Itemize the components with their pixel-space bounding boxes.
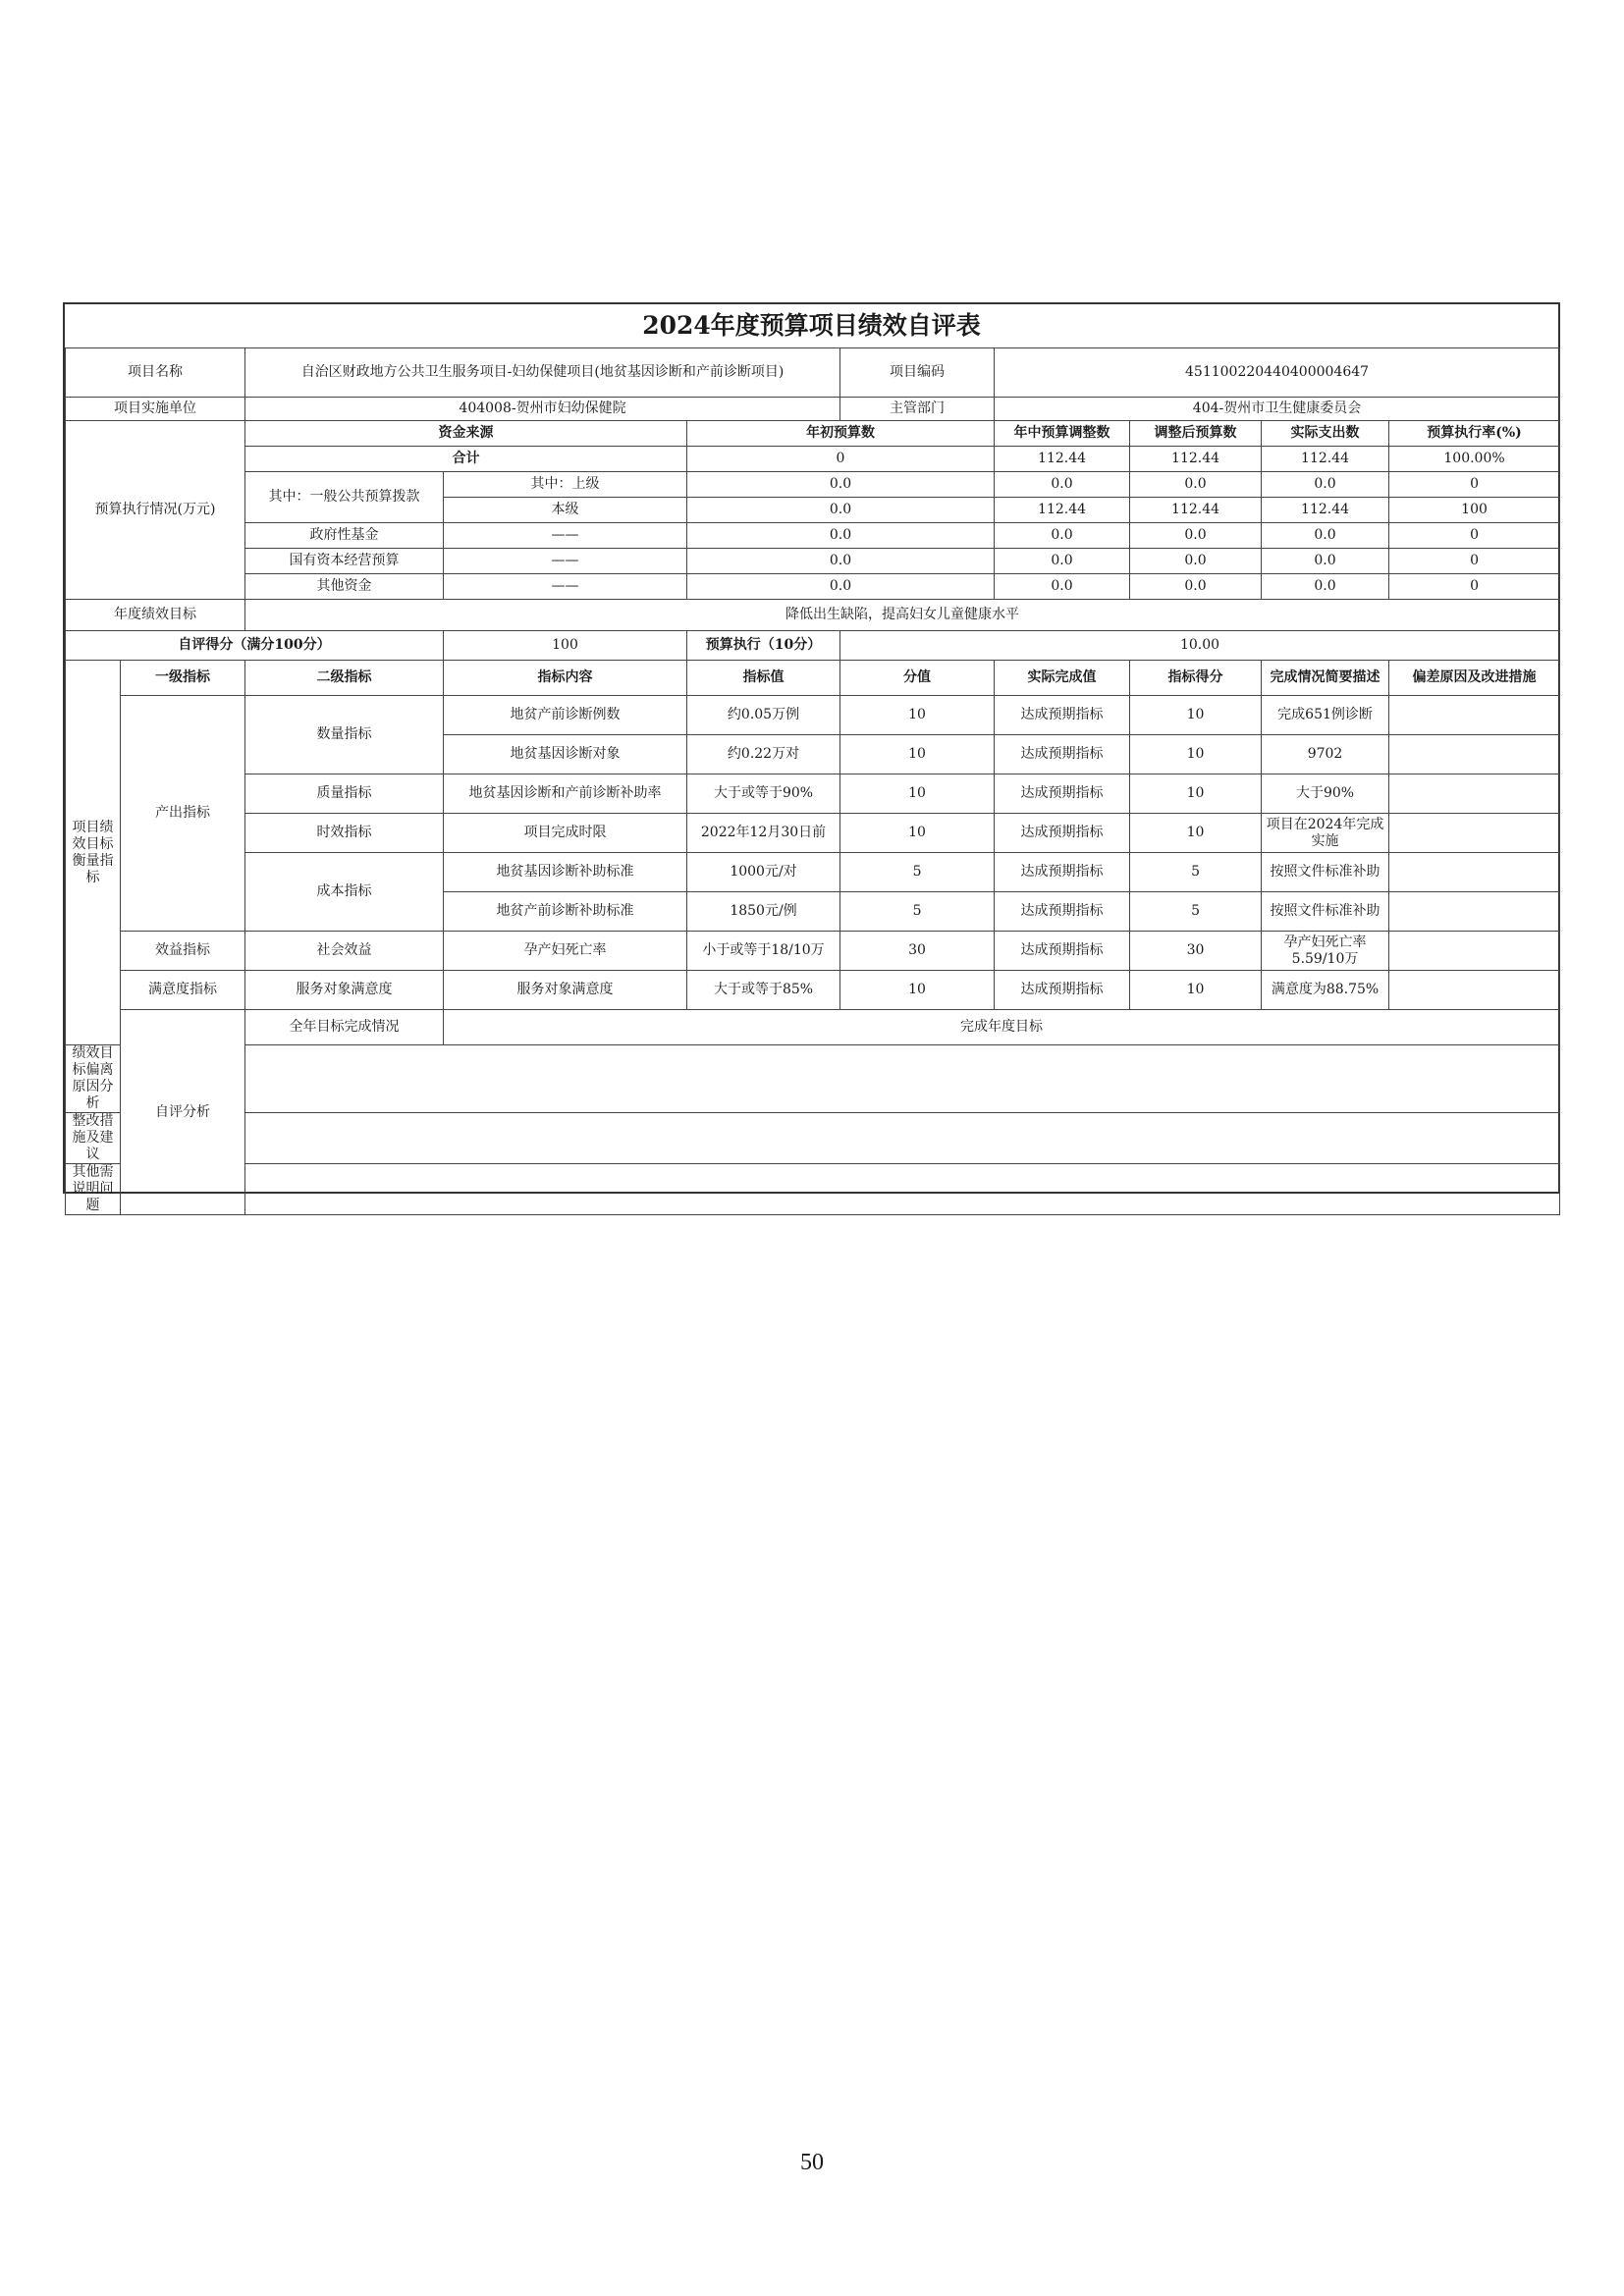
content-header: 指标内容 bbox=[444, 661, 687, 696]
indicator-score: 5 bbox=[1130, 853, 1262, 892]
indicator-target: 大于或等于85% bbox=[687, 971, 840, 1010]
budget-state-capital-row bbox=[66, 549, 1560, 574]
self-eval-row bbox=[66, 1045, 1560, 1113]
indicator-weight: 5 bbox=[840, 892, 995, 932]
output-label: 产出指标 bbox=[121, 696, 245, 932]
table-row bbox=[66, 853, 1560, 892]
budget-state-capital-rate: 0 bbox=[1389, 549, 1560, 574]
indicator-content: 孕产妇死亡率 bbox=[444, 932, 687, 971]
budget-total-actual: 112.44 bbox=[1262, 447, 1389, 472]
budget-gov-fund-dash: —— bbox=[444, 523, 687, 549]
budget-state-capital-adjusted: 0.0 bbox=[1130, 549, 1262, 574]
quality-label: 质量指标 bbox=[245, 774, 444, 814]
benefit-label: 效益指标 bbox=[121, 932, 245, 971]
level2-header: 二级指标 bbox=[245, 661, 444, 696]
indicator-content: 服务对象满意度 bbox=[444, 971, 687, 1010]
target-header: 指标值 bbox=[687, 661, 840, 696]
indicator-reason bbox=[1389, 814, 1560, 853]
table-row bbox=[66, 932, 1560, 971]
indicator-reason bbox=[1389, 774, 1560, 814]
score-header: 指标得分 bbox=[1130, 661, 1262, 696]
budget-gov-fund-initial: 0.0 bbox=[687, 523, 995, 549]
indicator-actual: 达成预期指标 bbox=[995, 932, 1130, 971]
indicator-weight: 10 bbox=[840, 696, 995, 735]
indicator-content: 项目完成时限 bbox=[444, 814, 687, 853]
budget-gov-fund-actual: 0.0 bbox=[1262, 523, 1389, 549]
budget-state-capital-actual: 0.0 bbox=[1262, 549, 1389, 574]
indicator-actual: 达成预期指标 bbox=[995, 696, 1130, 735]
budget-upper-adjusted: 0.0 bbox=[1130, 472, 1262, 498]
indicator-content: 地贫基因诊断补助标准 bbox=[444, 853, 687, 892]
indicator-score: 10 bbox=[1130, 774, 1262, 814]
table-row bbox=[66, 971, 1560, 1010]
self-eval-value bbox=[245, 1113, 1560, 1164]
indicator-weight: 30 bbox=[840, 932, 995, 971]
indicator-score: 10 bbox=[1130, 814, 1262, 853]
budget-total-rate: 100.00% bbox=[1389, 447, 1560, 472]
indicator-reason bbox=[1389, 853, 1560, 892]
indicator-content: 地贫基因诊断和产前诊断补助率 bbox=[444, 774, 687, 814]
quantity-label: 数量指标 bbox=[245, 696, 444, 774]
indicator-desc: 按照文件标准补助 bbox=[1262, 853, 1389, 892]
indicator-reason bbox=[1389, 696, 1560, 735]
indicator-content: 地贫产前诊断补助标准 bbox=[444, 892, 687, 932]
indicator-score: 5 bbox=[1130, 892, 1262, 932]
indicator-actual: 达成预期指标 bbox=[995, 814, 1130, 853]
table-row bbox=[66, 774, 1560, 814]
budget-other-label: 其他资金 bbox=[245, 574, 444, 600]
indicator-actual: 达成预期指标 bbox=[995, 774, 1130, 814]
budget-gov-fund-label: 政府性基金 bbox=[245, 523, 444, 549]
project-code: 45110022044040000464​7 bbox=[995, 348, 1560, 398]
indicator-score: 10 bbox=[1130, 971, 1262, 1010]
budget-general-label: 其中：一般公共预算拨款 bbox=[245, 472, 444, 523]
indicator-actual: 达成预期指标 bbox=[995, 892, 1130, 932]
goal-label: 年度绩效目标 bbox=[66, 600, 245, 631]
sheet-title: 2024年度预算项目绩效自评表 bbox=[65, 304, 1558, 348]
budget-header-row bbox=[66, 421, 1560, 447]
budget-total-adjusted: 112.44 bbox=[1130, 447, 1262, 472]
budget-section-label: 预算执行情况(万元) bbox=[66, 421, 245, 600]
budget-upper-row bbox=[66, 472, 1560, 498]
budget-gov-fund-mid: 0.0 bbox=[995, 523, 1130, 549]
indicator-section-label: 项目绩效目标衡量指标 bbox=[66, 661, 121, 1045]
project-name: 自治区财政地方公共卫生服务项目-妇幼保健项目(地贫基因诊断和产前诊断项目) bbox=[245, 348, 840, 398]
budget-initial-header: 年初预算数 bbox=[687, 421, 995, 447]
self-eval-row bbox=[66, 1113, 1560, 1164]
level1-header: 一级指标 bbox=[121, 661, 245, 696]
budget-upper-rate: 0 bbox=[1389, 472, 1560, 498]
budget-gov-fund-rate: 0 bbox=[1389, 523, 1560, 549]
satisfaction-sub-label: 服务对象满意度 bbox=[245, 971, 444, 1010]
indicator-actual: 达成预期指标 bbox=[995, 853, 1130, 892]
budget-local-adjusted: 112.44 bbox=[1130, 498, 1262, 523]
budget-rate-header: 预算执行率(%) bbox=[1389, 421, 1560, 447]
budget-local-mid: 112.44 bbox=[995, 498, 1130, 523]
indicator-actual: 达成预期指标 bbox=[995, 971, 1130, 1010]
indicator-reason bbox=[1389, 932, 1560, 971]
budget-total-initial: 0 bbox=[687, 447, 995, 472]
exec-value: 10.00 bbox=[840, 631, 1560, 661]
goal-text: 降低出生缺陷，提高妇女儿童健康水平 bbox=[245, 600, 1560, 631]
self-eval-section-label: 自评分析 bbox=[121, 1010, 245, 1215]
indicator-desc: 完成651例诊断 bbox=[1262, 696, 1389, 735]
budget-state-capital-dash: —— bbox=[444, 549, 687, 574]
budget-other-rate: 0 bbox=[1389, 574, 1560, 600]
indicator-target: 约0.05万例 bbox=[687, 696, 840, 735]
indicator-desc: 满意度为88.75% bbox=[1262, 971, 1389, 1010]
budget-other-mid: 0.0 bbox=[995, 574, 1130, 600]
self-eval-value bbox=[245, 1045, 1560, 1113]
indicator-desc: 9702 bbox=[1262, 735, 1389, 774]
self-eval-row bbox=[66, 1164, 1560, 1215]
social-label: 社会效益 bbox=[245, 932, 444, 971]
evaluation-table bbox=[65, 347, 1560, 1215]
budget-other-initial: 0.0 bbox=[687, 574, 995, 600]
budget-state-capital-mid: 0.0 bbox=[995, 549, 1130, 574]
indicator-content: 地贫基因诊断对象 bbox=[444, 735, 687, 774]
budget-other-adjusted: 0.0 bbox=[1130, 574, 1262, 600]
timeliness-label: 时效指标 bbox=[245, 814, 444, 853]
budget-upper-actual: 0.0 bbox=[1262, 472, 1389, 498]
desc-header: 完成情况简要描述 bbox=[1262, 661, 1389, 696]
self-eval-label: 全年目标完成情况 bbox=[245, 1010, 444, 1045]
budget-gov-fund-adjusted: 0.0 bbox=[1130, 523, 1262, 549]
indicator-desc: 项目在2024年完成实施 bbox=[1262, 814, 1389, 853]
budget-other-dash: —— bbox=[444, 574, 687, 600]
indicator-target: 大于或等于90% bbox=[687, 774, 840, 814]
indicator-weight: 5 bbox=[840, 853, 995, 892]
dept: 404-贺州市卫生健康委员会 bbox=[995, 398, 1560, 421]
project-name-label: 项目名称 bbox=[66, 348, 245, 398]
dept-label: 主管部门 bbox=[840, 398, 995, 421]
indicator-actual: 达成预期指标 bbox=[995, 735, 1130, 774]
goal-row bbox=[66, 600, 1560, 631]
indicator-score: 10 bbox=[1130, 696, 1262, 735]
project-unit-label: 项目实施单位 bbox=[66, 398, 245, 421]
self-eval-row bbox=[66, 1010, 1560, 1045]
budget-total-row bbox=[66, 447, 1560, 472]
cost-label: 成本指标 bbox=[245, 853, 444, 932]
satisfaction-label: 满意度指标 bbox=[121, 971, 245, 1010]
indicator-desc: 孕产妇死亡率5.59/10万 bbox=[1262, 932, 1389, 971]
indicator-weight: 10 bbox=[840, 814, 995, 853]
self-eval-label: 其他需说明问题 bbox=[66, 1164, 121, 1215]
indicator-content: 地贫产前诊断例数 bbox=[444, 696, 687, 735]
indicator-weight: 10 bbox=[840, 774, 995, 814]
budget-gov-fund-row bbox=[66, 523, 1560, 549]
project-unit: 404008-贺州市妇幼保健院 bbox=[245, 398, 840, 421]
budget-local-actual: 112.44 bbox=[1262, 498, 1389, 523]
budget-local-initial: 0.0 bbox=[687, 498, 995, 523]
project-unit-row bbox=[66, 398, 1560, 421]
budget-upper-mid: 0.0 bbox=[995, 472, 1130, 498]
indicator-desc: 按照文件标准补助 bbox=[1262, 892, 1389, 932]
indicator-reason bbox=[1389, 971, 1560, 1010]
budget-other-actual: 0.0 bbox=[1262, 574, 1389, 600]
indicator-weight: 10 bbox=[840, 735, 995, 774]
self-eval-label: 整改措施及建议 bbox=[66, 1113, 121, 1164]
score-value: 100 bbox=[444, 631, 687, 661]
budget-total-label: 合计 bbox=[245, 447, 687, 472]
weight-header: 分值 bbox=[840, 661, 995, 696]
budget-actual-header: 实际支出数 bbox=[1262, 421, 1389, 447]
budget-other-row bbox=[66, 574, 1560, 600]
page-number: 50 bbox=[800, 2150, 824, 2175]
indicator-weight: 10 bbox=[840, 971, 995, 1010]
self-eval-value bbox=[245, 1164, 1560, 1215]
exec-label: 预算执行（10分） bbox=[687, 631, 840, 661]
score-row bbox=[66, 631, 1560, 661]
table-row bbox=[66, 696, 1560, 735]
budget-mid-header: 年中预算调整数 bbox=[995, 421, 1130, 447]
budget-state-capital-label: 国有资本经营预算 bbox=[245, 549, 444, 574]
actual-header: 实际完成值 bbox=[995, 661, 1130, 696]
self-eval-label: 绩效目标偏离原因分析 bbox=[66, 1045, 121, 1113]
project-code-label: 项目编码 bbox=[840, 348, 995, 398]
indicator-target: 2022年12月30日前 bbox=[687, 814, 840, 853]
budget-source-header: 资金来源 bbox=[245, 421, 687, 447]
indicator-score: 30 bbox=[1130, 932, 1262, 971]
indicator-score: 10 bbox=[1130, 735, 1262, 774]
indicator-reason bbox=[1389, 892, 1560, 932]
indicator-target: 1850元/例 bbox=[687, 892, 840, 932]
indicator-target: 约0.22万对 bbox=[687, 735, 840, 774]
budget-state-capital-initial: 0.0 bbox=[687, 549, 995, 574]
budget-local-rate: 100 bbox=[1389, 498, 1560, 523]
budget-upper-label: 其中：上级 bbox=[444, 472, 687, 498]
indicator-reason bbox=[1389, 735, 1560, 774]
score-label: 自评得分（满分100分） bbox=[66, 631, 444, 661]
indicator-header-row bbox=[66, 661, 1560, 696]
budget-local-label: 本级 bbox=[444, 498, 687, 523]
indicator-target: 小于或等于18/10万 bbox=[687, 932, 840, 971]
self-eval-value: 完成年度目标 bbox=[444, 1010, 1560, 1045]
budget-total-mid: 112.44 bbox=[995, 447, 1130, 472]
project-name-row bbox=[66, 348, 1560, 398]
reason-header: 偏差原因及改进措施 bbox=[1389, 661, 1560, 696]
budget-adjusted-header: 调整后预算数 bbox=[1130, 421, 1262, 447]
evaluation-sheet bbox=[63, 302, 1560, 1213]
indicator-target: 1000元/对 bbox=[687, 853, 840, 892]
budget-upper-initial: 0.0 bbox=[687, 472, 995, 498]
indicator-desc: 大于90% bbox=[1262, 774, 1389, 814]
table-row bbox=[66, 814, 1560, 853]
